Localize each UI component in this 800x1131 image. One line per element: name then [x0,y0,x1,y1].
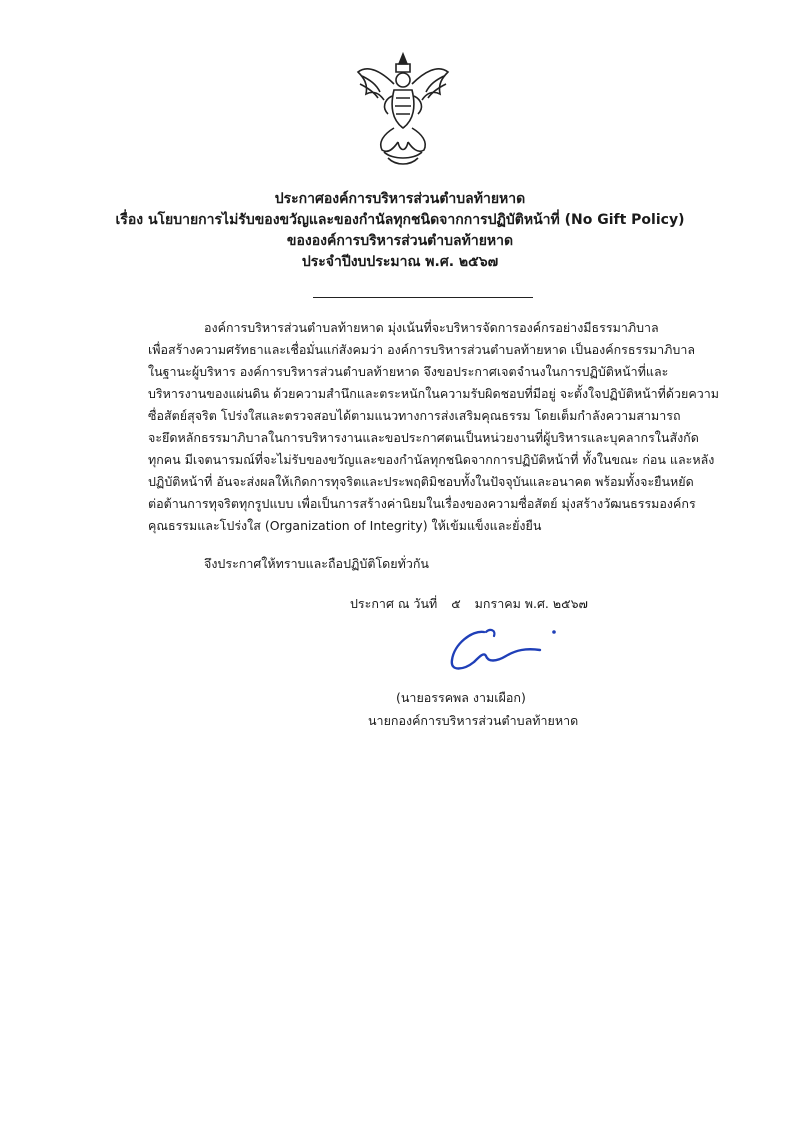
header-subject: เรื่อง นโยบายการไม่รับของขวัญและของกำนัลทุกชนิดจากการปฏิบัติหน้าที่ (No Gift Policy) [115,212,685,228]
body-line: คุณธรรมและโปร่งใส (Organization of Integrity) ให้เข้มแข็งและยั่งยืน [148,518,542,533]
body-line: เพื่อสร้างความศรัทธาและเชื่อมั่นแก่สังคมว่า องค์การบริหารส่วนตำบลท้ายหาด เป็นองค์กรธรรมาภิบาล [148,342,696,357]
signer-name: (นายอรรคพล งามเผือก) [396,690,526,705]
header-title: ประกาศองค์การบริหารส่วนตำบลท้ายหาด [274,191,526,207]
body-line: ต่อต้านการทุจริตทุกรูปแบบ เพื่อเป็นการสร้างค่านิยมในเรื่องของความซื่อสัตย์ มุ่งสร้างวัฒนธรรมองค์กร [148,496,696,511]
handwritten-signature [444,622,564,674]
body-line: ทุกคน มีเจตนารมณ์ที่จะไม่รับของขวัญและของกำนัลทุกชนิดจากการปฏิบัติหน้าที่ ทั้งในขณะ ก่อน และหลัง [148,452,715,467]
body-line: บริหารงานของแผ่นดิน ด้วยความสำนึกและตระหนักในความรับผิดชอบที่มีอยู่ จะตั้งใจปฏิบัติหน้าที่ด้วยความ [148,386,719,401]
header-divider [313,297,533,298]
date-prefix: ประกาศ ณ วันที่ [350,596,438,611]
announcement-date [350,593,598,615]
header-fiscal-year: ประจำปีงบประมาณ พ.ศ. ๒๕๖๗ [301,254,499,270]
body-line: ปฏิบัติหน้าที่ อันจะส่งผลให้เกิดการทุจริตและประพฤติมิชอบทั้งในปัจจุบันและอนาคต พร้อมทั้งจะยืนหยัด [148,474,694,489]
body-line: ซื่อสัตย์สุจริต โปร่งใสและตรวจสอบได้ตามแนวทางการส่งเสริมคุณธรรม โดยเต็มกำลังความสามารถ [148,408,681,423]
body-line: องค์การบริหารส่วนตำบลท้ายหาด มุ่งเน้นที่จะบริหารจัดการองค์กรอย่างมีธรรมาภิบาล [204,320,659,335]
signer-title: นายกองค์การบริหารส่วนตำบลท้ายหาด [368,713,579,728]
date-day: ๕ [451,596,461,611]
garuda-emblem-icon [354,50,452,170]
announcement-header [0,189,800,273]
body-line: ในฐานะผู้บริหาร องค์การบริหารส่วนตำบลท้ายหาด จึงขอประกาศเจตจำนงในการปฏิบัติหน้าที่และ [148,364,669,379]
closing-statement: จึงประกาศให้ทราบและถือปฏิบัติโดยทั่วกัน [204,556,429,571]
header-organization: ขององค์การบริหารส่วนตำบลท้ายหาด [286,233,514,249]
body-line: จะยึดหลักธรรมาภิบาลในการบริหารงานและขอประกาศตนเป็นหน่วยงานที่ผู้บริหารและบุคลากรในสังกัด [148,430,699,445]
date-month-year: มกราคม พ.ศ. ๒๕๖๗ [474,596,588,611]
announcement-body [148,317,719,537]
